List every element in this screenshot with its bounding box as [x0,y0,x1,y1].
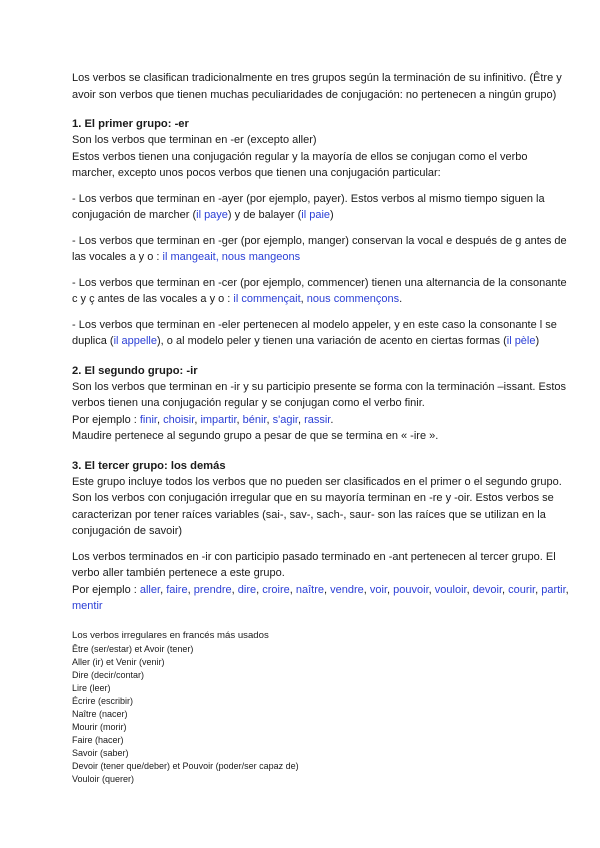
list-item: Être (ser/estar) et Avoir (tener) [72,643,194,654]
example-link[interactable]: croire [262,583,290,596]
bullet-ayer [72,191,572,224]
text: ), o al modelo peler y tienen una variación de acento en ciertas formas ( [157,335,507,347]
example-link[interactable]: partir [541,583,566,596]
example-link[interactable]: pouvoir [393,583,429,596]
text: - Los verbos que terminan en -eler pertenecen al modelo appeler, y en este caso la consonante l se duplica ( [72,318,557,347]
document-page [72,70,572,786]
bullet-ger [72,233,572,266]
bullet-eler [72,317,572,350]
example-link[interactable]: il appelle [113,335,157,347]
example-link[interactable]: nous commençons [306,293,400,305]
text: , [300,293,307,305]
examples-label: Por ejemplo : [72,583,140,596]
example-link[interactable]: bénir [242,413,267,426]
example-link[interactable]: vouloir [434,583,467,596]
paragraph: Maudire pertenece al segundo grupo a pesar de que se termina en « -ire ». [72,430,439,442]
list-items [72,643,572,786]
paragraph: Son los verbos que terminan en -er (excepto aller) [72,134,317,146]
list-item: Dire (decir/contar) [72,669,145,680]
example-link[interactable]: rassir [304,413,331,426]
example-link[interactable]: faire [166,583,188,596]
examples-list: aller, faire, prendre, dire, croire, naître, vendre, voir, pouvoir, vouloir, devoir, courir, partir, mentir [72,583,569,612]
section-third-group [72,459,572,615]
list-item: Lire (leer) [72,682,111,693]
text: - Los verbos que terminan en -cer (por ejemplo, commencer) tienen una alternancia de la consonante c y ç antes de las vocales a y o : [72,276,567,305]
example-link[interactable]: finir [139,413,157,426]
text: - Los verbos que terminan en -ayer (por ejemplo, payer). Estos verbos al mismo tiempo siguen la conjugación de marcher ( [72,192,545,221]
example-link[interactable]: impartir [200,413,237,426]
text: ) y de balayer ( [227,209,302,221]
paragraph: Son los verbos que terminan en -ir y su participio presente se forma con la terminación –issant. Estos verbos tienen una conjugación regular y se conjugan como el verbo finir. [72,380,567,409]
example-link[interactable]: il paye [196,209,228,221]
example-link[interactable]: il paie [301,209,331,221]
example-link[interactable]: il mangeait, nous mangeons [162,251,301,263]
example-link[interactable]: vendre [330,583,364,596]
text: . [399,293,403,305]
section-heading: 3. El tercer grupo: los demás [72,459,226,472]
examples-line [72,582,572,615]
bullet-cer [72,275,572,308]
example-link[interactable]: aller [139,583,161,596]
example-link[interactable]: courir [508,583,536,596]
example-link[interactable]: mentir [72,600,103,612]
list-item: Vouloir (querer) [72,773,135,784]
text: - Los verbos que terminan en -ger (por ejemplo, manger) conservan la vocal e después de g antes de las vocales a y o : [72,234,567,263]
examples-label: Por ejemplo : [72,413,140,426]
examples-list: finir, choisir, impartir, bénir, s'agir, rassir [139,413,331,426]
list-item: Devoir (tener que/deber) et Pouvoir (poder/ser capaz de) [72,760,299,771]
section-heading: 2. El segundo grupo: -ir [72,364,198,377]
section-second-group [72,364,572,445]
example-link[interactable]: il pèle [506,335,536,347]
irregular-verbs-list [72,629,572,786]
example-link[interactable]: naître [295,583,325,596]
paragraph: Estos verbos tienen una conjugación regular y la mayoría de ellos se conjugan como el verbo marcher, excepto unos pocos verbos que tienen una conjugación particular: [72,150,528,179]
list-item: Naître (nacer) [72,708,128,719]
examples-line: Por ejemplo : finir, choisir, impartir, bénir, s'agir, rassir. [72,413,334,426]
example-link[interactable]: devoir [472,583,503,596]
section-first-group [72,117,572,350]
paragraph: Los verbos terminados en -ir con participio pasado terminado en -ant pertenecen al tercer grupo. El verbo aller también pertenece a este grupo. [72,550,556,579]
example-link[interactable]: voir [369,583,388,596]
example-link[interactable]: s'agir [272,413,298,426]
paragraph: Este grupo incluye todos los verbos que no pueden ser clasificados en el primer o el segundo grupo. Son los verbos con conjugación irregular que en su mayoría terminan en -re y -oir. Estos verbos se caracterizan por tener raíces variables (sai-, sav-, sach-, saur- son las raíces que se utilizan en la conjugación de savoir) [72,475,562,537]
example-link[interactable]: il commençait [233,293,301,305]
list-item: Savoir (saber) [72,747,129,758]
text: ) [535,335,540,347]
intro-paragraph: Los verbos se clasifican tradicionalmente en tres grupos según la terminación de su infinitivo. (Être y avoir son verbos que tienen muchas peculiaridades de conjugación: no pertenecen a ningún grupo) [72,72,562,101]
list-item: Aller (ir) et Venir (venir) [72,656,165,667]
list-item: Faire (hacer) [72,734,124,745]
section-heading: 1. El primer grupo: -er [72,118,189,130]
list-title: Los verbos irregulares en francés más usados [72,629,269,641]
list-item: Écrire (escribir) [72,695,134,706]
example-link[interactable]: prendre [193,583,232,596]
text: ) [330,209,334,221]
example-link[interactable]: choisir [163,413,195,426]
list-item: Mourir (morir) [72,721,127,732]
example-link[interactable]: dire [237,583,257,596]
